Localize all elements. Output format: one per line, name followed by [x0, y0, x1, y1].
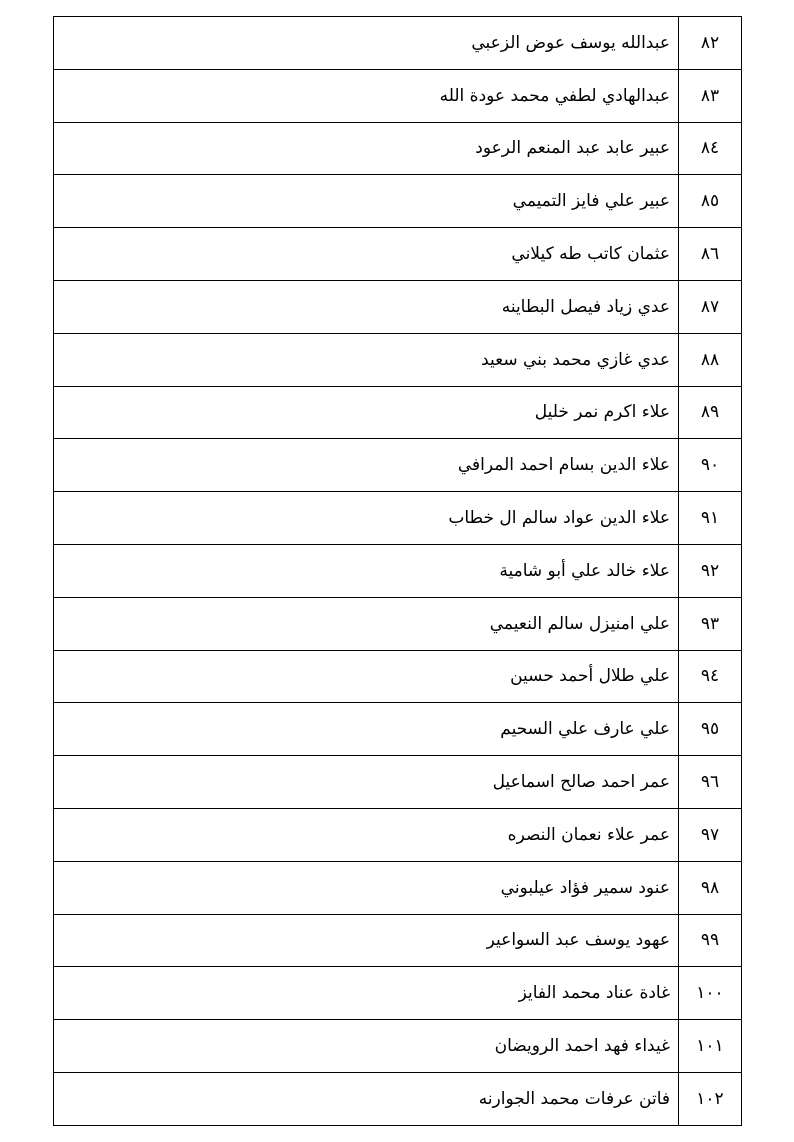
row-number-cell: ٩٨: [679, 861, 742, 914]
row-number-cell: ٨٥: [679, 175, 742, 228]
table-row: [54, 808, 742, 861]
table-row: [54, 756, 742, 809]
row-name-cell: عبدالله يوسف عوض الزعبي: [54, 17, 679, 70]
table-row: [54, 122, 742, 175]
row-name-cell: عثمان كاتب طه كيلاني: [54, 228, 679, 281]
table-row: [54, 492, 742, 545]
row-number-cell: ٩٤: [679, 650, 742, 703]
row-number-cell: ٩٥: [679, 703, 742, 756]
row-name-cell: عنود سمير فؤاد عيلبوني: [54, 861, 679, 914]
table-row: [54, 1020, 742, 1073]
row-number-cell: ٨٤: [679, 122, 742, 175]
row-name-cell: علي امنيزل سالم النعيمي: [54, 597, 679, 650]
table-row: [54, 439, 742, 492]
row-name-cell: عبدالهادي لطفي محمد عودة الله: [54, 69, 679, 122]
row-number-cell: ٩٧: [679, 808, 742, 861]
row-number-cell: ١٠١: [679, 1020, 742, 1073]
row-number-cell: ١٠٠: [679, 967, 742, 1020]
row-number-cell: ٩٣: [679, 597, 742, 650]
table-row: [54, 1072, 742, 1125]
row-number-cell: ٩١: [679, 492, 742, 545]
row-name-cell: علاء الدين عواد سالم ال خطاب: [54, 492, 679, 545]
table-body: [54, 17, 742, 1126]
row-number-cell: ٩٠: [679, 439, 742, 492]
row-name-cell: علاء اكرم نمر خليل: [54, 386, 679, 439]
row-number-cell: ٩٢: [679, 544, 742, 597]
row-name-cell: علاء خالد علي أبو شامية: [54, 544, 679, 597]
row-number-cell: ٩٩: [679, 914, 742, 967]
row-name-cell: عهود يوسف عبد السواعير: [54, 914, 679, 967]
row-number-cell: ٨٨: [679, 333, 742, 386]
row-number-cell: ٩٦: [679, 756, 742, 809]
table-row: [54, 544, 742, 597]
row-name-cell: غيداء فهد احمد الرويضان: [54, 1020, 679, 1073]
table-row: [54, 386, 742, 439]
table-row: [54, 861, 742, 914]
row-name-cell: عمر علاء نعمان النصره: [54, 808, 679, 861]
table-row: [54, 17, 742, 70]
row-number-cell: ٨٧: [679, 280, 742, 333]
row-number-cell: ٨٢: [679, 17, 742, 70]
row-name-cell: عدي زياد فيصل البطاينه: [54, 280, 679, 333]
row-number-cell: ١٠٢: [679, 1072, 742, 1125]
row-name-cell: علاء الدين بسام احمد المرافي: [54, 439, 679, 492]
table-row: [54, 69, 742, 122]
row-name-cell: عدي غازي محمد بني سعيد: [54, 333, 679, 386]
row-name-cell: عمر احمد صالح اسماعيل: [54, 756, 679, 809]
table-row: [54, 914, 742, 967]
row-name-cell: عبير عابد عبد المنعم الرعود: [54, 122, 679, 175]
table-row: [54, 333, 742, 386]
row-name-cell: غادة عناد محمد الفايز: [54, 967, 679, 1020]
row-name-cell: عبير علي فايز التميمي: [54, 175, 679, 228]
table-row: [54, 650, 742, 703]
names-table: [53, 16, 742, 1126]
table-row: [54, 703, 742, 756]
table-row: [54, 280, 742, 333]
table-row: [54, 228, 742, 281]
row-number-cell: ٨٩: [679, 386, 742, 439]
row-name-cell: فاتن عرفات محمد الجوارنه: [54, 1072, 679, 1125]
row-number-cell: ٨٦: [679, 228, 742, 281]
table-row: [54, 175, 742, 228]
table-row: [54, 967, 742, 1020]
row-name-cell: علي طلال أحمد حسين: [54, 650, 679, 703]
table-row: [54, 597, 742, 650]
row-name-cell: علي عارف علي السحيم: [54, 703, 679, 756]
row-number-cell: ٨٣: [679, 69, 742, 122]
